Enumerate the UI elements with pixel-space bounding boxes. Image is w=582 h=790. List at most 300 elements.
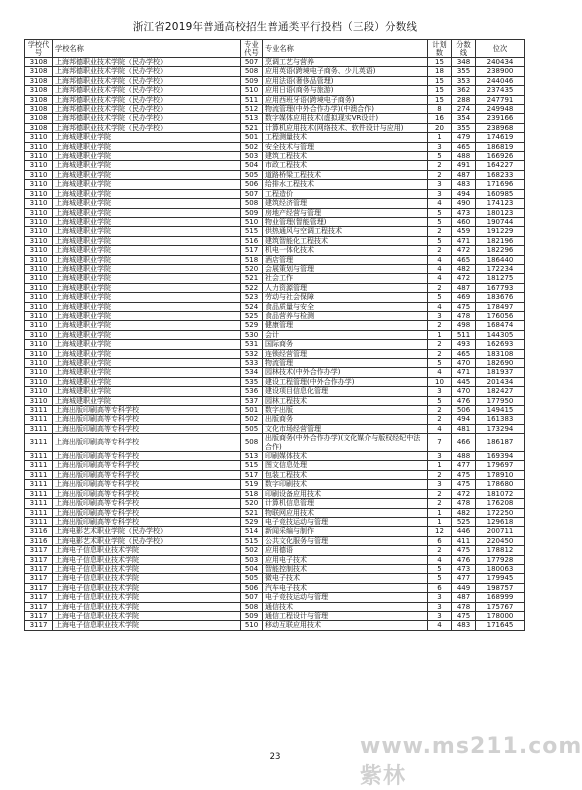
cell-school-code: 3110: [25, 208, 53, 217]
table-row: [25, 527, 525, 536]
table-row: [25, 536, 525, 545]
cell-school-name: 上海城建职业学院: [53, 330, 241, 339]
cell-major-code: 511: [241, 95, 263, 104]
cell-rank: 149415: [476, 406, 525, 415]
cell-major-code: 521: [241, 123, 263, 132]
cell-major-name: 酒店管理: [263, 255, 428, 264]
cell-major-name: 应用西班牙语(跨境电子商务): [263, 95, 428, 104]
cell-rank: 177928: [476, 555, 525, 564]
cell-plan: 7: [428, 434, 452, 452]
cell-major-name: 包装工程技术: [263, 470, 428, 479]
cell-plan: 4: [428, 199, 452, 208]
cell-school-name: 上海电子信息职业技术学院: [53, 555, 241, 564]
cell-plan: 1: [428, 508, 452, 517]
cell-rank: 181937: [476, 368, 525, 377]
cell-school-name: 上海出版印刷高等专科学校: [53, 480, 241, 489]
cell-plan: 4: [428, 424, 452, 433]
cell-major-code: 509: [241, 76, 263, 85]
cell-plan: 3: [428, 142, 452, 151]
cell-major-name: 应用电子技术: [263, 555, 428, 564]
cell-major-name: 工程测量技术: [263, 133, 428, 142]
cell-major-name: 物流管理(中外合作办学)(中澳合作): [263, 105, 428, 114]
cell-major-name: 烹调工艺与营养: [263, 58, 428, 67]
cell-rank: 239166: [476, 114, 525, 123]
cell-school-code: 3111: [25, 517, 53, 526]
cell-major-name: 数字出版: [263, 406, 428, 415]
table-row: [25, 311, 525, 320]
table-row: [25, 452, 525, 461]
cell-rank: 175767: [476, 602, 525, 611]
cell-school-code: 3110: [25, 264, 53, 273]
cell-score: 355: [452, 123, 476, 132]
cell-major-name: 数字印刷技术: [263, 480, 428, 489]
table-row: [25, 67, 525, 76]
cell-major-name: 计算机应用技术(网络技术、软件设计与应用): [263, 123, 428, 132]
cell-major-code: 510: [241, 621, 263, 630]
cell-major-code: 513: [241, 452, 263, 461]
cell-score: 481: [452, 424, 476, 433]
cell-school-code: 3110: [25, 161, 53, 170]
cell-score: 469: [452, 293, 476, 302]
table-row: [25, 377, 525, 386]
cell-rank: 172250: [476, 508, 525, 517]
table-row: [25, 283, 525, 292]
table-row: [25, 86, 525, 95]
cell-plan: 5: [428, 152, 452, 161]
cell-major-code: 532: [241, 349, 263, 358]
table-row: [25, 602, 525, 611]
cell-school-name: 上海电子信息职业技术学院: [53, 621, 241, 630]
cell-score: 362: [452, 86, 476, 95]
cell-school-name: 上海出版印刷高等专科学校: [53, 499, 241, 508]
cell-plan: 1: [428, 330, 452, 339]
cell-school-name: 上海电子信息职业技术学院: [53, 583, 241, 592]
cell-school-name: 上海城建职业学院: [53, 377, 241, 386]
cell-school-code: 3110: [25, 217, 53, 226]
table-row: [25, 123, 525, 132]
cell-major-name: 印刷设备应用技术: [263, 489, 428, 498]
cell-school-name: 上海出版印刷高等专科学校: [53, 452, 241, 461]
cell-plan: 5: [428, 359, 452, 368]
cell-school-name: 上海邦德职业技术学院（民办学校）: [53, 76, 241, 85]
cell-school-code: 3110: [25, 349, 53, 358]
table-row: [25, 170, 525, 179]
header-score: 分数线: [452, 40, 476, 58]
table-row: [25, 152, 525, 161]
cell-school-code: 3111: [25, 461, 53, 470]
cell-major-name: 电子竞技运动与管理: [263, 517, 428, 526]
cell-major-name: 道路桥梁工程技术: [263, 170, 428, 179]
cell-school-code: 3108: [25, 86, 53, 95]
cell-rank: 182427: [476, 387, 525, 396]
cell-score: 487: [452, 283, 476, 292]
cell-major-name: 计算机信息管理: [263, 499, 428, 508]
cell-score: 449: [452, 583, 476, 592]
cell-major-code: 516: [241, 236, 263, 245]
cell-major-code: 517: [241, 246, 263, 255]
cell-major-code: 525: [241, 311, 263, 320]
cell-school-code: 3110: [25, 340, 53, 349]
cell-plan: 3: [428, 452, 452, 461]
page-number: 23: [269, 752, 281, 762]
cell-score: 288: [452, 95, 476, 104]
cell-rank: 129618: [476, 517, 525, 526]
cell-school-code: 3110: [25, 170, 53, 179]
cell-score: 487: [452, 170, 476, 179]
cell-score: 465: [452, 349, 476, 358]
cell-major-name: 食品营养与检测: [263, 311, 428, 320]
cell-rank: 182196: [476, 236, 525, 245]
cell-school-code: 3111: [25, 508, 53, 517]
cell-major-code: 503: [241, 555, 263, 564]
cell-score: 470: [452, 359, 476, 368]
cell-major-code: 515: [241, 536, 263, 545]
cell-major-code: 536: [241, 387, 263, 396]
cell-rank: 177950: [476, 396, 525, 405]
cell-plan: 2: [428, 499, 452, 508]
cell-score: 475: [452, 480, 476, 489]
cell-rank: 178812: [476, 546, 525, 555]
cell-school-code: 3110: [25, 359, 53, 368]
cell-major-name: 安全技术与管理: [263, 142, 428, 151]
cell-score: 482: [452, 264, 476, 273]
cell-plan: 1: [428, 461, 452, 470]
cell-score: 494: [452, 189, 476, 198]
cell-rank: 186819: [476, 142, 525, 151]
cell-major-code: 504: [241, 161, 263, 170]
cell-rank: 176208: [476, 499, 525, 508]
cell-plan: 3: [428, 189, 452, 198]
cell-major-name: 文化市场经营管理: [263, 424, 428, 433]
table-row: [25, 574, 525, 583]
cell-major-name: 微电子技术: [263, 574, 428, 583]
cell-major-name: 电子竞技运动与管理: [263, 593, 428, 602]
cell-plan: 4: [428, 368, 452, 377]
cell-school-code: 3117: [25, 583, 53, 592]
cell-major-code: 533: [241, 359, 263, 368]
cell-score: 274: [452, 105, 476, 114]
cell-rank: 220450: [476, 536, 525, 545]
cell-score: 488: [452, 152, 476, 161]
cell-school-code: 3108: [25, 114, 53, 123]
cell-score: 494: [452, 415, 476, 424]
cell-major-name: 移动互联应用技术: [263, 621, 428, 630]
cell-school-code: 3110: [25, 133, 53, 142]
cell-plan: 2: [428, 161, 452, 170]
cell-major-code: 512: [241, 105, 263, 114]
cell-plan: 2: [428, 406, 452, 415]
cell-school-name: 上海邦德职业技术学院（民办学校）: [53, 114, 241, 123]
cell-major-name: 建筑经济管理: [263, 199, 428, 208]
cell-score: 471: [452, 236, 476, 245]
cell-school-name: 上海出版印刷高等专科学校: [53, 434, 241, 452]
cell-major-name: 食品质量与安全: [263, 302, 428, 311]
cell-major-code: 505: [241, 170, 263, 179]
table-row: [25, 424, 525, 433]
cell-school-code: 3117: [25, 621, 53, 630]
cell-rank: 178680: [476, 480, 525, 489]
cell-major-name: 人力资源管理: [263, 283, 428, 292]
cell-rank: 237435: [476, 86, 525, 95]
cell-plan: 5: [428, 396, 452, 405]
cell-school-name: 上海电影艺术职业学院（民办学校）: [53, 527, 241, 536]
cell-major-code: 534: [241, 368, 263, 377]
table-row: [25, 499, 525, 508]
cell-rank: 168233: [476, 170, 525, 179]
cell-rank: 164227: [476, 161, 525, 170]
cell-plan: 4: [428, 555, 452, 564]
cell-school-name: 上海出版印刷高等专科学校: [53, 406, 241, 415]
cell-rank: 178000: [476, 611, 525, 620]
cell-school-name: 上海城建职业学院: [53, 340, 241, 349]
cell-major-name: 通信技术: [263, 602, 428, 611]
cell-school-name: 上海出版印刷高等专科学校: [53, 470, 241, 479]
table-row: [25, 161, 525, 170]
cell-school-name: 上海出版印刷高等专科学校: [53, 415, 241, 424]
cell-major-name: 应用德语: [263, 546, 428, 555]
table-row: [25, 359, 525, 368]
cell-school-code: 3110: [25, 189, 53, 198]
cell-school-code: 3110: [25, 180, 53, 189]
cell-major-code: 513: [241, 114, 263, 123]
table-row: [25, 406, 525, 415]
cell-plan: 2: [428, 546, 452, 555]
cell-plan: 4: [428, 302, 452, 311]
cell-rank: 238968: [476, 123, 525, 132]
cell-plan: 5: [428, 236, 452, 245]
cell-school-code: 3110: [25, 236, 53, 245]
cell-school-name: 上海城建职业学院: [53, 349, 241, 358]
cell-rank: 179697: [476, 461, 525, 470]
cell-plan: 8: [428, 105, 452, 114]
cell-major-code: 519: [241, 480, 263, 489]
cell-major-name: 会展策划与管理: [263, 264, 428, 273]
cell-major-name: 给排水工程技术: [263, 180, 428, 189]
cell-school-code: 3117: [25, 611, 53, 620]
table-row: [25, 58, 525, 67]
cell-rank: 180123: [476, 208, 525, 217]
cell-rank: 172234: [476, 264, 525, 273]
cell-score: 475: [452, 611, 476, 620]
cell-score: 411: [452, 536, 476, 545]
cell-school-code: 3110: [25, 302, 53, 311]
cell-plan: 2: [428, 246, 452, 255]
cell-plan: 16: [428, 114, 452, 123]
table-row: [25, 199, 525, 208]
cell-school-name: 上海城建职业学院: [53, 170, 241, 179]
cell-school-code: 3110: [25, 387, 53, 396]
cell-plan: 5: [428, 217, 452, 226]
cell-major-code: 529: [241, 321, 263, 330]
cell-rank: 180063: [476, 564, 525, 573]
cell-plan: 2: [428, 283, 452, 292]
cell-score: 470: [452, 387, 476, 396]
cell-major-code: 507: [241, 189, 263, 198]
cell-major-code: 509: [241, 611, 263, 620]
cell-major-code: 507: [241, 593, 263, 602]
cell-school-name: 上海城建职业学院: [53, 396, 241, 405]
cell-school-name: 上海城建职业学院: [53, 217, 241, 226]
cell-rank: 169394: [476, 452, 525, 461]
cell-major-code: 502: [241, 142, 263, 151]
cell-school-name: 上海电影艺术职业学院（民办学校）: [53, 536, 241, 545]
cell-major-code: 522: [241, 283, 263, 292]
cell-major-code: 502: [241, 415, 263, 424]
cell-school-code: 3108: [25, 95, 53, 104]
cell-rank: 190744: [476, 217, 525, 226]
cell-school-code: 3110: [25, 396, 53, 405]
cell-rank: 168999: [476, 593, 525, 602]
cell-rank: 198757: [476, 583, 525, 592]
cell-score: 465: [452, 255, 476, 264]
cell-plan: 2: [428, 170, 452, 179]
header-major-code: 专业代号: [241, 40, 263, 58]
cell-major-name: 国际商务: [263, 340, 428, 349]
table-body: [25, 58, 525, 631]
cell-major-code: 514: [241, 527, 263, 536]
cell-major-name: 市政工程技术: [263, 161, 428, 170]
cell-major-code: 520: [241, 264, 263, 273]
table-row: [25, 564, 525, 573]
cell-major-code: 521: [241, 508, 263, 517]
cell-school-name: 上海出版印刷高等专科学校: [53, 489, 241, 498]
cell-score: 478: [452, 499, 476, 508]
cell-school-name: 上海电子信息职业技术学院: [53, 611, 241, 620]
header-school-name: 学校名称: [53, 40, 241, 58]
cell-plan: 4: [428, 274, 452, 283]
cell-major-name: 工程造价: [263, 189, 428, 198]
cell-rank: 244046: [476, 76, 525, 85]
cell-school-name: 上海城建职业学院: [53, 199, 241, 208]
cell-plan: 2: [428, 227, 452, 236]
cell-plan: 3: [428, 480, 452, 489]
cell-score: 348: [452, 58, 476, 67]
cell-plan: 4: [428, 621, 452, 630]
table-row: [25, 76, 525, 85]
cell-rank: 174619: [476, 133, 525, 142]
cell-school-code: 3110: [25, 152, 53, 161]
cell-major-name: 应用法语(奢侈品管理): [263, 76, 428, 85]
cell-school-code: 3111: [25, 480, 53, 489]
cell-school-name: 上海电子信息职业技术学院: [53, 564, 241, 573]
cell-rank: 183108: [476, 349, 525, 358]
cell-major-name: 园林工程技术: [263, 396, 428, 405]
cell-major-code: 501: [241, 406, 263, 415]
cell-school-code: 3111: [25, 434, 53, 452]
cell-rank: 186187: [476, 434, 525, 452]
cell-score: 471: [452, 368, 476, 377]
cell-major-code: 517: [241, 470, 263, 479]
cell-rank: 191229: [476, 227, 525, 236]
cell-school-name: 上海城建职业学院: [53, 283, 241, 292]
cell-school-code: 3111: [25, 499, 53, 508]
table-row: [25, 489, 525, 498]
table-row: [25, 293, 525, 302]
table-row: [25, 480, 525, 489]
cell-school-code: 3108: [25, 67, 53, 76]
table-row: [25, 189, 525, 198]
cell-score: 490: [452, 199, 476, 208]
cell-rank: 182296: [476, 246, 525, 255]
cell-plan: 15: [428, 86, 452, 95]
cell-major-code: 518: [241, 255, 263, 264]
table-row: [25, 340, 525, 349]
table-row: [25, 434, 525, 452]
cell-score: 476: [452, 396, 476, 405]
cell-major-code: 530: [241, 330, 263, 339]
cell-plan: 4: [428, 255, 452, 264]
cell-rank: 247791: [476, 95, 525, 104]
cell-school-code: 3110: [25, 330, 53, 339]
table-row: [25, 508, 525, 517]
cell-score: 478: [452, 311, 476, 320]
cell-major-code: 510: [241, 86, 263, 95]
cell-plan: 18: [428, 67, 452, 76]
cell-plan: 2: [428, 470, 452, 479]
cell-plan: 2: [428, 321, 452, 330]
cell-school-code: 3110: [25, 199, 53, 208]
cell-score: 478: [452, 602, 476, 611]
table-row: [25, 583, 525, 592]
cell-rank: 166926: [476, 152, 525, 161]
cell-rank: 144305: [476, 330, 525, 339]
cell-score: 498: [452, 321, 476, 330]
table-row: [25, 302, 525, 311]
cell-major-code: 503: [241, 152, 263, 161]
cell-major-name: 社会工作: [263, 274, 428, 283]
cell-plan: 3: [428, 602, 452, 611]
cell-school-name: 上海电子信息职业技术学院: [53, 602, 241, 611]
cell-major-code: 507: [241, 58, 263, 67]
cell-school-name: 上海城建职业学院: [53, 208, 241, 217]
table-row: [25, 470, 525, 479]
cell-major-code: 505: [241, 424, 263, 433]
score-table: [24, 39, 525, 631]
cell-rank: 249948: [476, 105, 525, 114]
cell-major-code: 508: [241, 67, 263, 76]
cell-score: 488: [452, 452, 476, 461]
header-school-code: 学校代号: [25, 40, 53, 58]
cell-major-name: 印刷媒体技术: [263, 452, 428, 461]
cell-score: 487: [452, 593, 476, 602]
cell-school-name: 上海出版印刷高等专科学校: [53, 508, 241, 517]
cell-plan: 5: [428, 293, 452, 302]
cell-school-name: 上海邦德职业技术学院（民办学校）: [53, 95, 241, 104]
cell-score: 445: [452, 377, 476, 386]
cell-rank: 186440: [476, 255, 525, 264]
cell-plan: 4: [428, 264, 452, 273]
cell-school-code: 3110: [25, 368, 53, 377]
cell-school-code: 3117: [25, 546, 53, 555]
cell-score: 511: [452, 330, 476, 339]
cell-score: 525: [452, 517, 476, 526]
cell-major-code: 504: [241, 564, 263, 573]
cell-score: 491: [452, 161, 476, 170]
cell-plan: 15: [428, 95, 452, 104]
cell-school-name: 上海城建职业学院: [53, 293, 241, 302]
cell-major-name: 出版商务: [263, 415, 428, 424]
cell-major-name: 物业管理(智能管理): [263, 217, 428, 226]
watermark: www.ms211.com 紫林: [360, 734, 582, 789]
cell-school-code: 3110: [25, 246, 53, 255]
cell-major-code: 537: [241, 396, 263, 405]
cell-major-name: 供热通风与空调工程技术: [263, 227, 428, 236]
cell-rank: 181072: [476, 489, 525, 498]
cell-major-name: 会计: [263, 330, 428, 339]
cell-school-name: 上海城建职业学院: [53, 302, 241, 311]
cell-score: 475: [452, 470, 476, 479]
cell-school-code: 3110: [25, 142, 53, 151]
